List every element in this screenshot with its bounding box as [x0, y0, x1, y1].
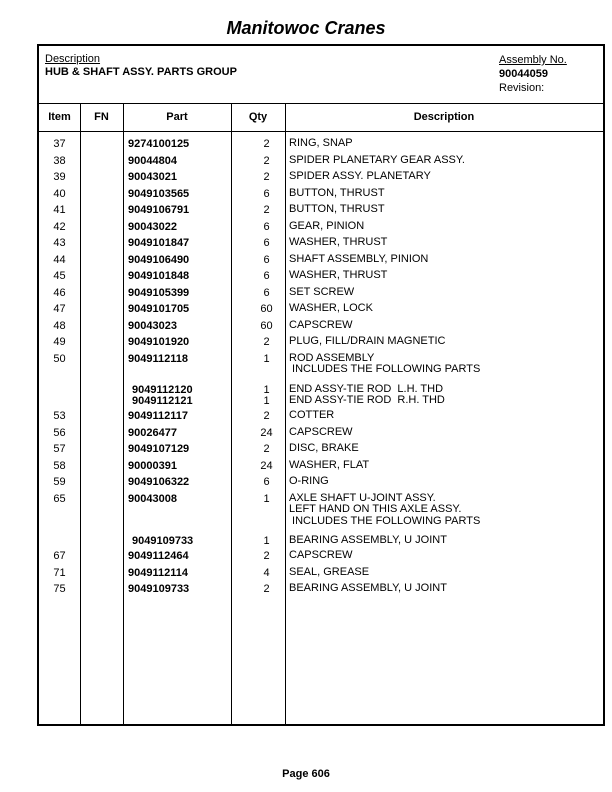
quantity: 60	[260, 319, 273, 332]
part-description	[289, 336, 445, 348]
table-row	[39, 221, 603, 238]
description-line: COTTER	[289, 409, 335, 421]
quantity: 2	[263, 204, 270, 216]
part-number: 9274100125	[128, 138, 190, 150]
table-subrow	[39, 395, 603, 410]
item-number: 43	[53, 237, 66, 249]
description-line: WASHER, FLAT	[289, 458, 370, 471]
description-label: Description	[45, 53, 101, 65]
description-line: WASHER, LOCK	[289, 302, 373, 314]
part-description	[289, 443, 359, 455]
table-subrow	[39, 535, 603, 550]
part-number: 9049112121	[132, 395, 193, 407]
part-description	[289, 427, 353, 439]
part-number: 90043022	[128, 220, 177, 233]
part-description	[289, 155, 465, 167]
table-row	[39, 550, 603, 567]
item-number: 67	[53, 550, 66, 562]
item-number: 37	[53, 138, 66, 150]
item-number: 65	[53, 492, 66, 505]
description-line: ROD ASSEMBLY	[289, 351, 375, 364]
quantity: 2	[263, 410, 270, 422]
part-number: 9049105399	[128, 286, 190, 299]
item-number: 41	[53, 204, 66, 216]
quantity: 60	[260, 303, 273, 315]
part-description	[289, 188, 385, 200]
description-line: BUTTON, THRUST	[289, 186, 385, 199]
part-description	[289, 567, 369, 579]
quantity: 6	[263, 187, 270, 200]
brand-title: Manitowoc Cranes	[226, 18, 386, 38]
part-description	[289, 171, 431, 183]
description-line: CAPSCREW	[289, 425, 353, 438]
table-row	[39, 188, 603, 205]
item-number: 75	[53, 583, 66, 595]
part-description	[289, 221, 364, 233]
part-number: 9049112120	[132, 383, 193, 396]
item-number: 47	[53, 303, 66, 315]
item-number: 39	[53, 171, 66, 183]
description-line: INCLUDES THE FOLLOWING PARTS	[289, 514, 481, 527]
description-line: BEARING ASSEMBLY, U JOINT	[289, 534, 447, 546]
part-number: 90044804	[128, 154, 177, 167]
description-line: LEFT HAND ON THIS AXLE ASSY.	[289, 503, 462, 515]
part-number: 9049101920	[128, 336, 190, 348]
part-number: 9049106490	[128, 253, 190, 266]
description-line: CAPSCREW	[289, 318, 353, 331]
description-line: CAPSCREW	[289, 549, 353, 561]
table-row	[39, 336, 603, 353]
description-line: END ASSY-TIE ROD L.H. THD	[289, 382, 444, 395]
description-line: DISC, BRAKE	[289, 442, 359, 454]
part-number: 90026477	[128, 426, 177, 439]
item-number: 50	[53, 352, 66, 365]
quantity: 1	[263, 352, 270, 365]
item-number: 49	[53, 336, 66, 348]
quantity: 2	[263, 550, 270, 562]
description-line: RING, SNAP	[289, 137, 353, 149]
part-description	[289, 550, 353, 562]
table-row	[39, 493, 603, 534]
part-description	[289, 204, 385, 216]
table-row	[39, 427, 603, 444]
table-row	[39, 254, 603, 271]
col-part: Part	[166, 111, 188, 123]
part-description	[289, 476, 329, 488]
table-row	[39, 171, 603, 188]
table-row	[39, 138, 603, 155]
description-line: GEAR, PINION	[289, 219, 365, 232]
description-line: BUTTON, THRUST	[289, 203, 385, 215]
quantity: 24	[260, 426, 273, 439]
part-description	[289, 320, 353, 332]
revision-label: Revision:	[499, 82, 545, 94]
table-row	[39, 204, 603, 221]
description-line: SPIDER PLANETARY GEAR ASSY.	[289, 153, 465, 166]
part-number: 9049101705	[128, 303, 190, 315]
part-description	[289, 254, 428, 266]
part-description	[289, 270, 387, 282]
item-number: 40	[53, 187, 66, 200]
assembly-header	[39, 46, 603, 104]
item-number: 53	[53, 410, 66, 422]
table-row	[39, 320, 603, 337]
part-description	[289, 535, 447, 547]
assembly-number: 90044059	[499, 68, 548, 80]
quantity: 6	[263, 476, 270, 488]
item-number: 58	[53, 459, 66, 472]
quantity: 1	[263, 492, 270, 505]
item-number: 42	[53, 220, 66, 233]
item-number: 46	[53, 286, 66, 299]
quantity: 6	[263, 237, 270, 249]
page-number: Page 606	[282, 768, 330, 780]
part-number: 9049106322	[128, 476, 190, 488]
part-description	[289, 410, 334, 422]
quantity: 4	[263, 566, 270, 579]
part-number: 9049112114	[128, 566, 188, 579]
description-line: INCLUDES THE FOLLOWING PARTS	[289, 363, 481, 375]
part-number: 9049112464	[128, 550, 189, 562]
quantity: 2	[263, 336, 270, 348]
part-description	[289, 493, 480, 528]
quantity: 2	[263, 583, 270, 595]
description-line: BEARING ASSEMBLY, U JOINT	[289, 582, 447, 594]
table-row	[39, 303, 603, 320]
item-number: 38	[53, 154, 66, 167]
description-line: SHAFT ASSEMBLY, PINION	[289, 252, 429, 265]
description-line: WASHER, THRUST	[289, 269, 388, 281]
description-line: END ASSY-TIE ROD R.H. THD	[289, 394, 445, 406]
part-description	[289, 237, 387, 249]
quantity: 6	[263, 253, 270, 266]
part-description	[289, 583, 447, 595]
col-description: Description	[413, 111, 475, 123]
item-number: 45	[53, 270, 66, 282]
part-number: 9049109733	[132, 535, 194, 547]
table-row	[39, 460, 603, 477]
description-line: SET SCREW	[289, 285, 355, 298]
table-row	[39, 237, 603, 254]
part-number: 90043021	[128, 171, 177, 183]
part-number: 90000391	[128, 459, 177, 472]
quantity: 2	[263, 154, 270, 167]
table-row	[39, 443, 603, 460]
description-line: SPIDER ASSY. PLANETARY	[289, 170, 431, 182]
part-number: 90043023	[128, 319, 177, 332]
table-row	[39, 476, 603, 493]
item-number: 48	[53, 319, 66, 332]
assembly-label: Assembly No.	[499, 54, 567, 66]
description-value: HUB & SHAFT ASSY. PARTS GROUP	[45, 66, 237, 78]
part-description	[289, 353, 480, 376]
part-number: 9049112118	[128, 352, 188, 365]
description-line: SEAL, GREASE	[289, 565, 370, 578]
item-number: 57	[53, 443, 66, 455]
table-row	[39, 270, 603, 287]
quantity: 6	[263, 220, 270, 233]
col-fn: FN	[94, 111, 109, 123]
item-number: 59	[53, 476, 66, 488]
table-row	[39, 155, 603, 172]
part-number: 9049109733	[128, 583, 190, 595]
item-number: 56	[53, 426, 66, 439]
item-number: 71	[53, 566, 66, 579]
part-number: 9049101848	[128, 270, 190, 282]
quantity: 2	[263, 171, 270, 183]
quantity: 2	[263, 138, 270, 150]
description-line: AXLE SHAFT U-JOINT ASSY.	[289, 491, 436, 504]
description-line: PLUG, FILL/DRAIN MAGNETIC	[289, 335, 446, 347]
quantity: 1	[263, 535, 270, 547]
description-line: O-RING	[289, 475, 329, 487]
table-row	[39, 287, 603, 304]
part-number: 90043008	[128, 492, 177, 505]
table-row	[39, 567, 603, 584]
quantity: 1	[263, 383, 270, 396]
part-number: 9049103565	[128, 187, 190, 200]
table-row	[39, 583, 603, 600]
parts-rows	[39, 138, 603, 600]
part-number: 9049112117	[128, 410, 188, 422]
part-description	[289, 287, 354, 299]
table-row	[39, 410, 603, 427]
quantity: 1	[263, 395, 270, 407]
part-description	[289, 138, 353, 150]
item-number: 44	[53, 253, 66, 266]
part-number: 9049101847	[128, 237, 190, 249]
quantity: 6	[263, 286, 270, 299]
col-qty: Qty	[248, 111, 268, 123]
part-number: 9049106791	[128, 204, 190, 216]
parts-table-frame	[37, 44, 605, 726]
quantity: 6	[263, 270, 270, 282]
part-description	[289, 460, 369, 472]
part-description	[289, 395, 445, 407]
quantity: 24	[260, 459, 273, 472]
part-number: 9049107129	[128, 443, 190, 455]
col-item: Item	[48, 111, 71, 123]
quantity: 2	[263, 443, 270, 455]
description-line: WASHER, THRUST	[289, 236, 388, 248]
table-row	[39, 353, 603, 382]
part-description	[289, 303, 373, 315]
